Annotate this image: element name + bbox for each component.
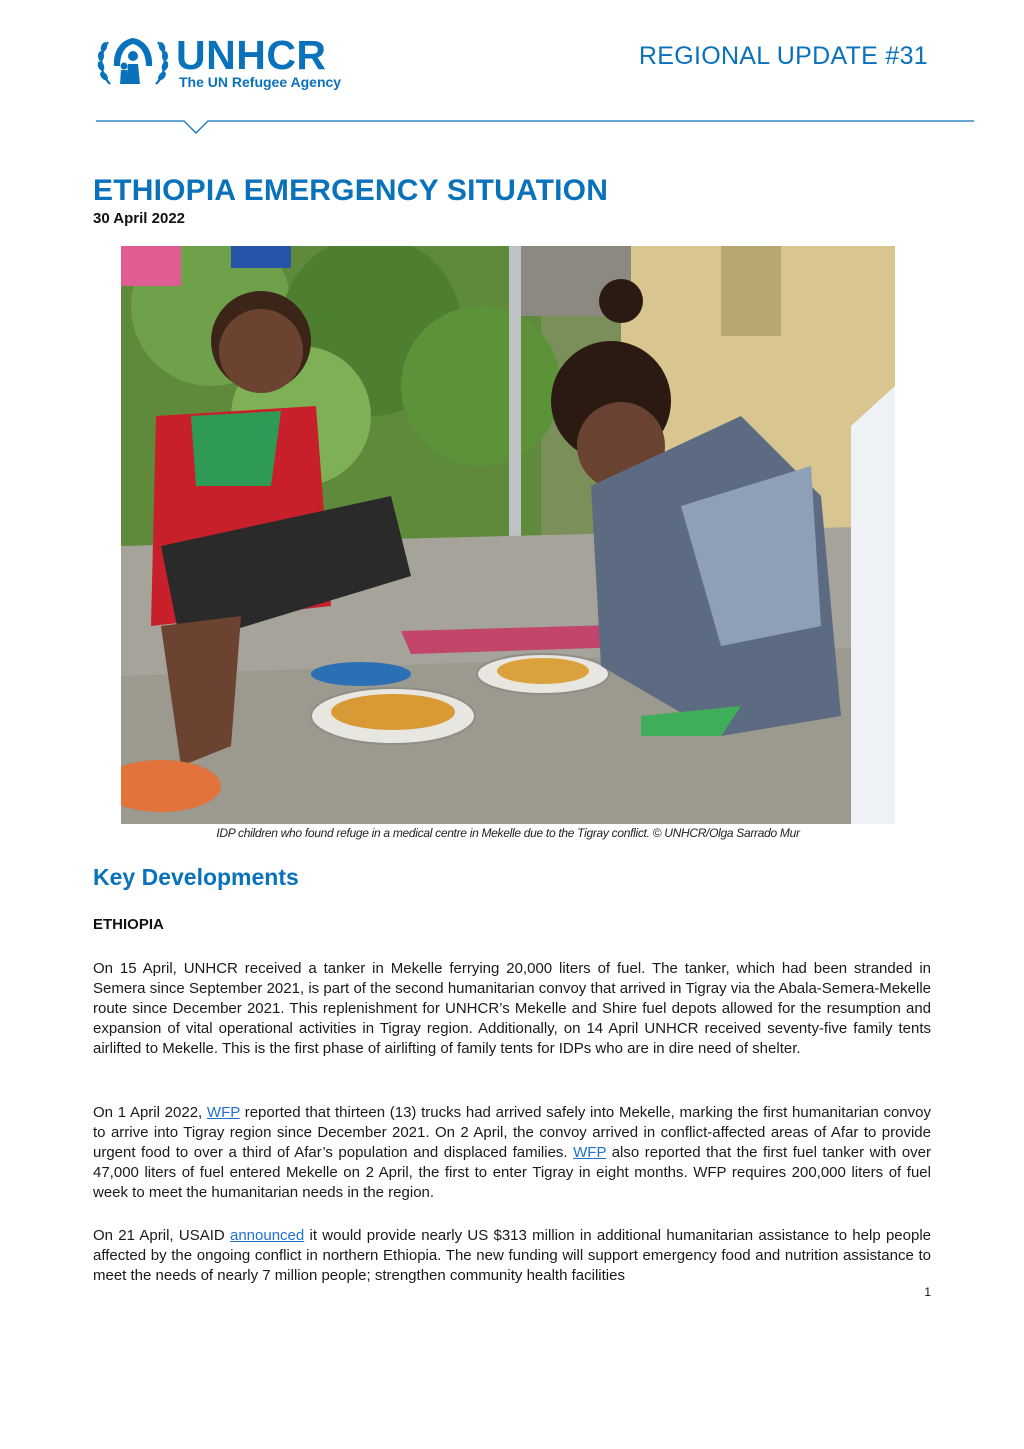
unhcr-logo	[96, 32, 366, 92]
photo-caption: IDP children who found refuge in a medical centre in Mekelle due to the Tigray conflict. © UNHCR/Olga Sarrado Mur	[216, 826, 800, 840]
announced-link[interactable]: announced	[230, 1227, 305, 1244]
section-title-key-developments: Key Developments	[93, 864, 299, 890]
paragraph-fuel-tanker: On 15 April, UNHCR received a tanker in Mekelle ferrying 20,000 liters of fuel. The tanker, which had been stranded in Semera since September 2021, is part of the second humanitarian convoy that arrived in Tigray via the Abala-Semera-Mekelle route since December 2021. This replenishment for UNHCR’s Mekelle and Shire fuel depots allowed for the resumption and expansion of vital operational activities in Tigray region. Additionally, on 14 April UNHCR received seventy-five family tents airlifted to Mekelle. This is the first phase of airlifting of family tents for IDPs who are in dire need of shelter.	[93, 960, 931, 1057]
unhcr-emblem-icon	[96, 32, 170, 90]
header-divider	[96, 110, 974, 136]
logo-tagline: The UN Refugee Agency	[179, 74, 342, 90]
paragraph-text: it would provide nearly US $313 million in additional humanitarian assistance to help people affected by the ongoing conflict in northern Ethiopia. The new funding will support emergency food and nutrition assistance to meet the needs of nearly 7 million people; strengthen community health facilities	[93, 1227, 931, 1284]
wfp-link-2[interactable]: WFP	[573, 1144, 607, 1161]
logo-wordmark: UNHCR	[176, 32, 327, 78]
report-date: 30 April 2022	[93, 210, 185, 227]
wfp-link[interactable]: WFP	[206, 1104, 240, 1121]
paragraph-usaid	[93, 1226, 931, 1286]
paragraph-text: reported that thirteen (13) trucks had arrived safely into Mekelle, marking the first humanitarian convoy to arrive into Tigray region since December 2021. On 2 April, the convoy arrived in conflict-affected areas of Afar to provide urgent food to over a third of Afar’s population and displaced families.	[93, 1104, 931, 1161]
paragraph-text: On 21 April, USAID	[93, 1227, 230, 1244]
paragraph-text: On 1 April 2022,	[93, 1104, 207, 1121]
country-heading: ETHIOPIA	[93, 916, 164, 933]
paragraph-text: also reported that the first fuel tanker with over 47,000 liters of fuel entered Mekelle on 2 April, the first to enter Tigray in eight months. WFP requires 200,000 liters of fuel week to meet the humanitarian needs in the region.	[93, 1144, 932, 1201]
cover-photo	[121, 246, 895, 824]
page-number: 1	[924, 1285, 931, 1299]
regional-update-label: REGIONAL UPDATE #31	[638, 42, 928, 70]
page-title: ETHIOPIA EMERGENCY SITUATION	[93, 174, 609, 207]
paragraph-wfp-convoy	[93, 1103, 931, 1203]
cover-photo-illustration	[121, 246, 895, 824]
